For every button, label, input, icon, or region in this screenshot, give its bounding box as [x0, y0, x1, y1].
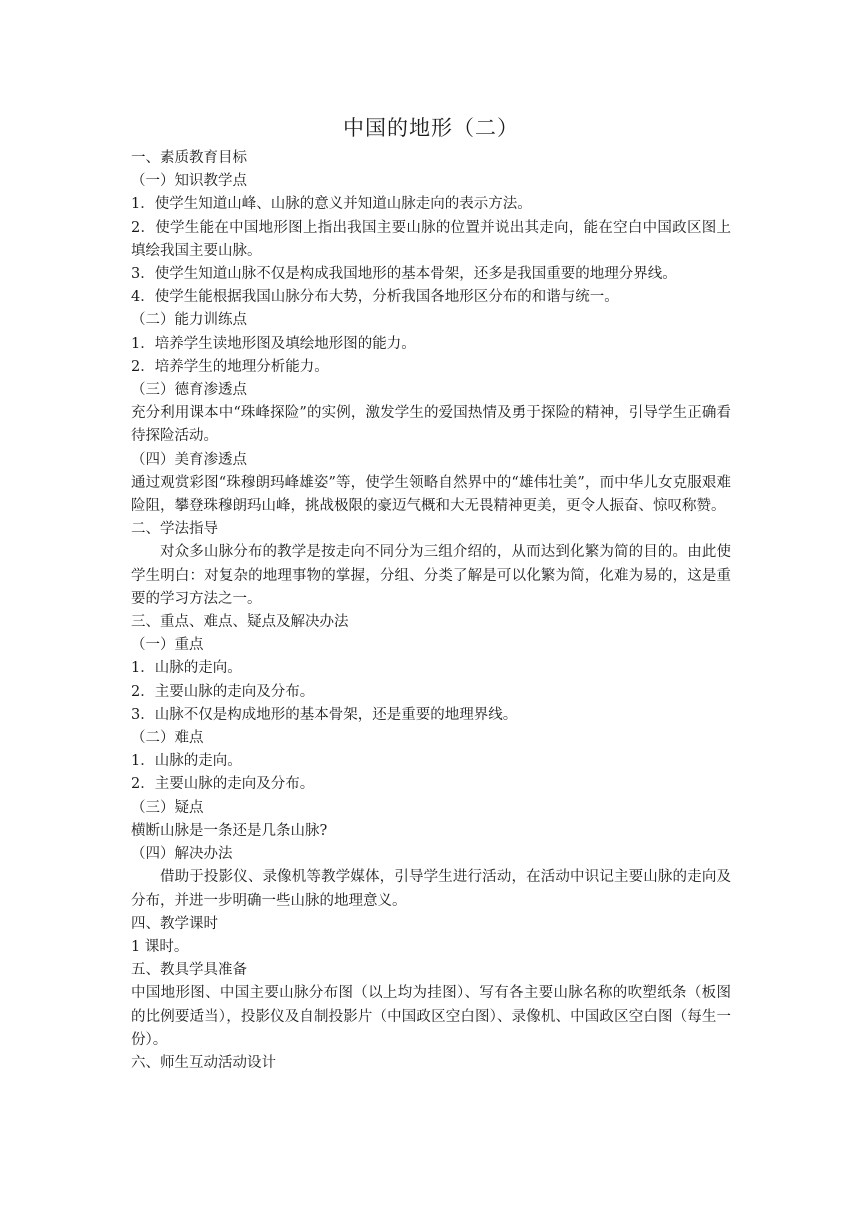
paragraph: （一）知识教学点: [131, 173, 247, 190]
paragraph: 1．使学生知道山峰、山脉的意义并知道山脉走向的表示方法。: [131, 196, 532, 213]
paragraph: （四）解决办法: [131, 846, 233, 863]
paragraph: 横断山脉是一条还是几条山脉?: [131, 822, 328, 839]
paragraph: 四、教学课时: [131, 915, 218, 932]
paragraph: （二）能力训练点: [131, 312, 247, 329]
paragraph: 2．培养学生的地理分析能力。: [131, 358, 329, 375]
paragraph: 中国地形图、中国主要山脉分布图（以上均为挂图）、写有各主要山脉名称的吹塑纸条（板图的比例要适当），投影仪及自制投影片（中国政区空白图）、录像机、中国政区空白图（每生一份）。: [131, 985, 731, 1048]
paragraph: 2．使学生能在中国地形图上指出我国主要山脉的位置并说出其走向，能在空白中国政区图上填绘我国主要山脉。: [131, 219, 731, 259]
paragraph: 六、师生互动活动设计: [131, 1054, 276, 1071]
paragraph: 对众多山脉分布的教学是按走向不同分为三组介绍的，从而达到化繁为简的目的。由此使学生明白：对复杂的地理事物的掌握，分组、分类了解是可以化繁为简，化难为易的，这是重要的学习方法之一。: [131, 544, 731, 607]
document-title: 中国的地形（二）: [343, 116, 519, 140]
paragraph: 3．山脉不仅是构成地形的基本骨架，还是重要的地理界线。: [131, 706, 518, 723]
paragraph: 4．使学生能根据我国山脉分布大势，分析我国各地形区分布的和谐与统一。: [131, 289, 619, 306]
paragraph: 二、学法指导: [131, 521, 218, 538]
paragraph: （一）重点: [131, 637, 204, 654]
document-body: [131, 147, 731, 1075]
paragraph: 3．使学生知道山脉不仅是构成我国地形的基本骨架，还多是我国重要的地理分界线。: [131, 266, 677, 283]
paragraph: 借助于投影仪、录像机等教学媒体，引导学生进行活动，在活动中识记主要山脉的走向及分布，并进一步明确一些山脉的地理意义。: [131, 869, 731, 909]
paragraph: 三、重点、难点、疑点及解决办法: [131, 614, 349, 631]
paragraph: 2．主要山脉的走向及分布。: [131, 683, 315, 700]
paragraph: （四）美育渗透点: [131, 451, 247, 468]
document-page: [131, 110, 731, 1075]
paragraph: 通过观赏彩图“珠穆朗玛峰雄姿”等，使学生领略自然界中的“雄伟壮美”，而中华儿女克服艰难险阻，攀登珠穆朗玛山峰，挑战极限的豪迈气概和大无畏精神更美，更令人振奋、惊叹称赞。: [131, 474, 731, 515]
paragraph: 2．主要山脉的走向及分布。: [131, 776, 315, 793]
paragraph: 充分利用课本中“珠峰探险”的实例，激发学生的爱国热情及勇于探险的精神，引导学生正确看待探险活动。: [131, 405, 731, 445]
paragraph: （二）难点: [131, 730, 204, 747]
paragraph: 1．培养学生读地形图及填绘地形图的能力。: [131, 335, 416, 352]
paragraph: 1．山脉的走向。: [131, 753, 242, 770]
paragraph: 1．山脉的走向。: [131, 660, 242, 677]
paragraph: 1 课时。: [131, 938, 189, 955]
paragraph: （三）德育渗透点: [131, 382, 247, 399]
paragraph: 五、教具学具准备: [131, 962, 247, 979]
paragraph: 一、素质教育目标: [131, 150, 247, 166]
paragraph: （三）疑点: [131, 799, 204, 816]
